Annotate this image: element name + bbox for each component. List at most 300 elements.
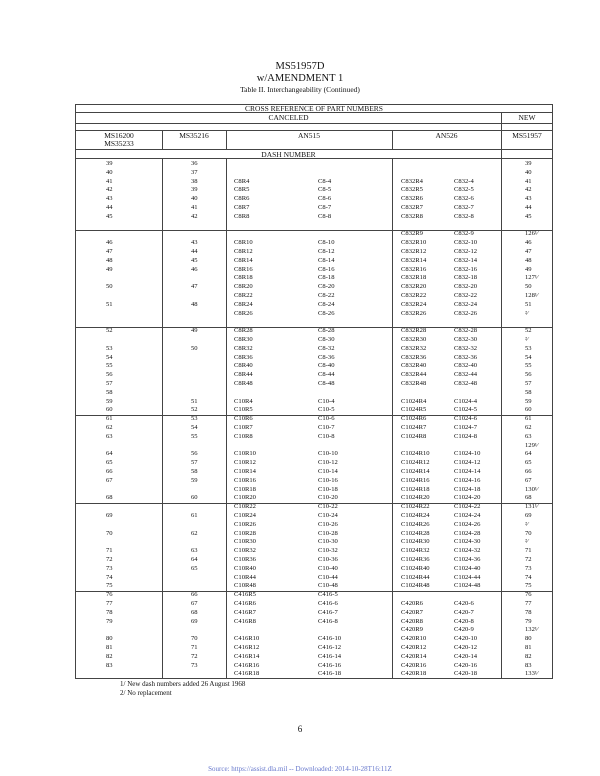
ms16200-cell: 41 [106, 177, 113, 185]
table-row [76, 486, 552, 494]
ms16200-cell: 69 [106, 512, 113, 519]
an526-cell: C1024-6 [454, 415, 478, 423]
ms51957-cell: 69 [525, 512, 532, 519]
an526-r-cell: C832R8 [401, 212, 423, 220]
table-row [76, 327, 552, 335]
ms51957-cell: 77 [525, 600, 532, 607]
an526-header: AN526 [435, 131, 458, 140]
an515-cell: C416-14 [318, 652, 342, 660]
ms16200-cell: 52 [106, 327, 113, 335]
an515-cell: C10-4 [318, 397, 335, 405]
table-row [76, 442, 552, 450]
an515-cell: C10-36 [318, 556, 338, 563]
ms16200-cell: 73 [106, 564, 113, 572]
ms35216-cell: 64 [191, 556, 198, 563]
an515-cell: C8-14 [318, 256, 335, 264]
an515-r-cell: C8R20 [234, 283, 253, 291]
ms51957-cell: 65 [525, 459, 532, 467]
an526-r-cell: C420R12 [401, 644, 427, 651]
an515-r-cell: C8R40 [234, 362, 253, 370]
an515-cell: C416-18 [318, 670, 342, 678]
an526-r-cell: C1024R22 [401, 503, 430, 511]
an526-r-cell: C832R32 [401, 344, 427, 352]
ms16200-cell: 72 [106, 556, 113, 563]
an515-cell: C10-22 [318, 503, 338, 511]
ms16200-cell: 76 [106, 591, 113, 599]
an515-r-cell: C10R26 [234, 520, 256, 528]
table-row [76, 204, 552, 212]
ms35216-cell: 40 [191, 195, 198, 203]
an515-r-cell: C8R24 [234, 300, 253, 308]
ms16200-cell: 54 [106, 353, 113, 361]
table-row [76, 178, 552, 186]
ms35216-cell: 73 [191, 661, 198, 669]
ms16200-cell: 79 [106, 617, 113, 625]
an526-cell: C832-24 [454, 300, 478, 308]
an526-cell: C1024-32 [454, 547, 481, 555]
an526-cell: C832-12 [454, 248, 478, 255]
an515-cell: C10-14 [318, 468, 338, 475]
table-row [76, 389, 552, 397]
an515-r-cell: C416R5 [234, 591, 256, 599]
ms51957-cell: 63 [525, 432, 532, 440]
an515-r-cell: C416R7 [234, 608, 256, 616]
an515-cell: C8-8 [318, 212, 332, 220]
table-row [76, 230, 552, 238]
ms51957-cell: 46 [525, 239, 532, 247]
an515-cell: C8-16 [318, 265, 335, 273]
an526-cell: C1024-16 [454, 476, 481, 484]
table-row [76, 450, 552, 458]
ms35216-cell: 47 [191, 283, 198, 291]
an515-cell: C10-6 [318, 415, 335, 423]
an515-cell: C10-12 [318, 459, 338, 467]
an526-r-cell: C832R40 [401, 362, 427, 370]
ms35216-cell: 61 [191, 512, 198, 519]
an526-r-cell: C420R8 [401, 617, 423, 625]
ms51957-cell: 54 [525, 353, 532, 361]
dash-number-header: DASH NUMBER [261, 150, 316, 159]
ms16200-cell: 59 [106, 397, 113, 405]
an515-r-cell: C8R5 [234, 186, 250, 194]
an515-r-cell: C10R28 [234, 529, 256, 537]
table-row [76, 609, 552, 617]
an526-cell: C832-22 [454, 292, 478, 299]
an526-cell: C832-6 [454, 195, 474, 203]
ms16200-cell: 58 [106, 388, 113, 396]
ms51957-cell: 60 [525, 406, 532, 414]
ms51957-cell: 39 [525, 160, 532, 167]
an526-r-cell: C420R9 [401, 626, 423, 634]
an526-r-cell: C832R36 [401, 353, 427, 361]
an526-r-cell: C832R26 [401, 309, 427, 317]
an515-cell: C8-40 [318, 362, 335, 370]
an526-cell: C1024-44 [454, 573, 481, 581]
an515-r-cell: C8R7 [234, 204, 250, 211]
an515-cell: C10-28 [318, 529, 338, 537]
an515-cell: C8-28 [318, 327, 335, 335]
ms51957-cell: 74 [525, 573, 532, 581]
ms16200-header: MS16200 [104, 131, 134, 140]
an515-r-cell: C10R7 [234, 424, 253, 431]
an526-r-cell: C832R44 [401, 371, 427, 379]
table-row [76, 169, 552, 177]
table-title: CROSS REFERENCE OF PART NUMBERS [245, 104, 383, 113]
an526-cell: C1024-40 [454, 564, 481, 572]
an526-cell: C832-16 [454, 265, 478, 273]
ms35216-cell: 66 [191, 591, 198, 599]
ms51957-cell: ²⁄ [525, 538, 529, 546]
ms51957-cell: 53 [525, 344, 532, 352]
an526-r-cell: C1024R10 [401, 450, 430, 458]
ms35216-cell: 46 [191, 265, 198, 273]
ms16200-cell: 39 [106, 160, 113, 167]
rule [76, 123, 552, 124]
ms16200-cell: 55 [106, 362, 113, 370]
ms16200-cell: 64 [106, 450, 113, 458]
table-row [76, 477, 552, 485]
table-row [76, 195, 552, 203]
an526-cell: C1024-28 [454, 529, 481, 537]
table-row [76, 415, 552, 423]
table-row [76, 292, 552, 300]
table-row [76, 635, 552, 643]
canceled-header: CANCELED [268, 113, 309, 122]
ms16200-cell: 80 [106, 635, 113, 643]
ms51957-cell: 56 [525, 371, 532, 379]
an515-cell: C10-32 [318, 547, 338, 555]
ms16200-cell: 46 [106, 239, 113, 247]
ms16200-cell: 71 [106, 547, 113, 555]
an515-r-cell: C416R12 [234, 644, 260, 651]
ms35216-cell: 68 [191, 608, 198, 616]
ms35216-cell: 53 [191, 415, 198, 423]
an515-cell: C416-5 [318, 591, 338, 599]
an515-cell: C10-44 [318, 573, 338, 581]
ms16200-cell: 45 [106, 212, 113, 220]
table-row [76, 591, 552, 599]
ms51957-cell: 130¹⁄ [525, 485, 538, 493]
ms35216-cell: 39 [191, 186, 198, 194]
an515-cell: C10-20 [318, 494, 338, 502]
an515-cell: C8-10 [318, 239, 335, 247]
an526-r-cell: C420R14 [401, 652, 427, 660]
an515-r-cell: C8R36 [234, 353, 253, 361]
ms16200-cell: 56 [106, 371, 113, 379]
table-row [76, 257, 552, 265]
table-row [76, 512, 552, 520]
ms35216-header: MS35216 [179, 131, 209, 140]
an526-r-cell: C832R14 [401, 256, 427, 264]
an515-r-cell: C10R16 [234, 476, 256, 484]
an515-cell: C8-32 [318, 344, 335, 352]
an515-r-cell: C10R6 [234, 415, 253, 423]
an526-cell: C832-44 [454, 371, 478, 379]
table-row [76, 310, 552, 318]
an526-cell: C1024-14 [454, 468, 481, 475]
ms51957-cell: 132¹⁄ [525, 626, 538, 634]
table-row [76, 301, 552, 309]
an526-cell: C1024-48 [454, 582, 481, 590]
ms16200-cell: 43 [106, 195, 113, 203]
table-row [76, 653, 552, 661]
table-row [76, 266, 552, 274]
page-number: 6 [297, 724, 303, 734]
table-row [76, 248, 552, 256]
ms16200-cell: 40 [106, 168, 113, 176]
ms16200-cell: 78 [106, 608, 113, 616]
an526-r-cell: C832R9 [401, 230, 423, 238]
ms51957-cell: ²⁄ [525, 309, 529, 317]
table-row [76, 406, 552, 414]
ms51957-cell: ²⁄ [525, 520, 529, 528]
an526-r-cell: C1024R36 [401, 556, 430, 563]
an526-cell: C832-9 [454, 230, 474, 238]
an526-r-cell: C832R48 [401, 380, 427, 387]
ms35216-cell: 70 [191, 635, 198, 643]
ms35216-cell: 57 [191, 459, 198, 467]
table-row [76, 274, 552, 282]
an526-cell: C420-16 [454, 661, 478, 669]
an515-r-cell: C8R12 [234, 248, 253, 255]
table-row [76, 670, 552, 678]
ms35216-cell: 41 [191, 204, 198, 211]
an526-r-cell: C832R30 [401, 336, 427, 343]
an526-r-cell: C420R18 [401, 670, 427, 678]
table-row [76, 494, 552, 502]
an526-cell: C832-48 [454, 380, 478, 387]
ms35216-cell: 55 [191, 432, 198, 440]
ms16200-cell: 66 [106, 468, 113, 475]
an515-r-cell: C10R30 [234, 538, 256, 546]
an515-r-cell: C8R18 [234, 274, 253, 282]
an515-cell: C10-26 [318, 520, 338, 528]
an526-cell: C1024-10 [454, 450, 481, 458]
an515-r-cell: C8R4 [234, 177, 250, 185]
footnote-2: 2/ No replacement [120, 689, 172, 697]
ms51957-cell: 51 [525, 300, 532, 308]
an515-cell: C10-18 [318, 485, 338, 493]
ms51957-cell: 81 [525, 644, 532, 651]
an515-r-cell: C8R14 [234, 256, 253, 264]
ms35216-cell: 72 [191, 652, 198, 660]
an515-cell: C8-44 [318, 371, 335, 379]
ms51957-cell: 50 [525, 283, 532, 291]
an526-r-cell: C1024R5 [401, 406, 427, 414]
an526-r-cell: C832R10 [401, 239, 427, 247]
ms16200-cell: 70 [106, 529, 113, 537]
ms16200-cell: 61 [106, 415, 113, 423]
an526-r-cell: C1024R28 [401, 529, 430, 537]
an526-r-cell: C832R7 [401, 204, 423, 211]
an515-r-cell: C10R10 [234, 450, 256, 458]
an526-r-cell: C1024R26 [401, 520, 430, 528]
ms35216-cell: 56 [191, 450, 198, 458]
ms51957-cell: 52 [525, 327, 532, 335]
ms16200-cell: 53 [106, 344, 113, 352]
ms35216-cell: 63 [191, 547, 198, 555]
an515-cell: C8-12 [318, 248, 335, 255]
an515-r-cell: C416R6 [234, 600, 256, 607]
ms51957-cell: 80 [525, 635, 532, 643]
ms16200-cell: 74 [106, 573, 113, 581]
ms16200-cell: 60 [106, 406, 113, 414]
an526-cell: C1024-24 [454, 512, 481, 519]
ms16200-cell: 75 [106, 582, 113, 590]
table-row [76, 538, 552, 546]
ms35216-cell: 49 [191, 327, 198, 335]
ms35216-cell: 37 [191, 168, 198, 176]
an526-r-cell: C1024R4 [401, 397, 427, 405]
an526-cell: C1024-4 [454, 397, 478, 405]
ms51957-cell: 62 [525, 424, 532, 431]
ms51957-cell: 79 [525, 617, 532, 625]
table-row [76, 213, 552, 221]
ms35216-cell: 50 [191, 344, 198, 352]
an515-header: AN515 [297, 131, 321, 140]
an526-cell: C832-14 [454, 256, 478, 264]
an526-r-cell: C832R20 [401, 283, 427, 291]
an515-cell: C416-8 [318, 617, 338, 625]
an515-cell: C416-16 [318, 661, 342, 669]
an515-r-cell: C10R14 [234, 468, 256, 475]
an526-cell: C832-26 [454, 309, 478, 317]
ms35216-cell: 51 [191, 397, 198, 405]
ms51957-header: MS51957 [512, 131, 542, 140]
an515-cell: C8-5 [318, 186, 332, 194]
an526-r-cell: C1024R7 [401, 424, 427, 431]
an515-r-cell: C416R14 [234, 652, 260, 660]
table-row [76, 283, 552, 291]
table-row [76, 362, 552, 370]
an515-r-cell: C10R5 [234, 406, 253, 414]
an515-cell: C8-22 [318, 292, 335, 299]
an526-cell: C832-10 [454, 239, 478, 247]
table-row [76, 336, 552, 344]
table-row [76, 626, 552, 634]
an515-cell: C10-8 [318, 432, 335, 440]
ms51957-cell: 64 [525, 450, 532, 458]
an515-r-cell: C10R48 [234, 582, 256, 590]
an515-cell: C8-6 [318, 195, 332, 203]
table-row [76, 380, 552, 388]
an526-r-cell: C1024R12 [401, 459, 430, 467]
an526-cell: C420-8 [454, 617, 474, 625]
ms16200-cell: 49 [106, 265, 113, 273]
table-caption: Table II. Interchangeability (Continued) [240, 85, 360, 94]
an526-cell: C832-18 [454, 274, 478, 282]
ms51957-cell: 76 [525, 591, 532, 599]
ms16200-cell: 67 [106, 476, 113, 484]
ms16200-cell: 62 [106, 424, 113, 431]
table-row [76, 582, 552, 590]
an526-cell: C1024-36 [454, 556, 481, 563]
ms51957-cell: 127¹⁄ [525, 274, 538, 282]
ms35233-header: MS35233 [104, 139, 134, 148]
table-row [76, 503, 552, 511]
an526-cell: C1024-12 [454, 459, 481, 467]
ms35216-cell: 69 [191, 617, 198, 625]
ms35216-cell: 43 [191, 239, 198, 247]
an526-r-cell: C1024R40 [401, 564, 430, 572]
an526-cell: C832-40 [454, 362, 478, 370]
ms51957-cell: 40 [525, 168, 532, 176]
an515-r-cell: C8R8 [234, 212, 250, 220]
an526-cell: C832-8 [454, 212, 474, 220]
an526-r-cell: C1024R8 [401, 432, 427, 440]
an515-cell: C8-18 [318, 274, 335, 282]
ms51957-cell: 73 [525, 564, 532, 572]
an515-cell: C10-5 [318, 406, 335, 414]
an526-cell: C832-30 [454, 336, 478, 343]
an515-cell: C10-7 [318, 424, 335, 431]
an515-cell: C10-24 [318, 512, 338, 519]
an526-r-cell: C832R6 [401, 195, 423, 203]
ms51957-cell: 71 [525, 547, 532, 555]
an515-r-cell: C8R26 [234, 309, 253, 317]
ms16200-cell: 42 [106, 186, 113, 194]
an526-cell: C420-6 [454, 600, 474, 607]
an526-r-cell: C832R12 [401, 248, 427, 255]
ms16200-cell: 63 [106, 432, 113, 440]
ms16200-cell: 68 [106, 494, 113, 502]
ms51957-cell: 42 [525, 186, 532, 194]
an515-r-cell: C10R32 [234, 547, 256, 555]
an526-cell: C1024-30 [454, 538, 481, 546]
ms16200-cell: 47 [106, 248, 113, 255]
an526-r-cell: C1024R20 [401, 494, 430, 502]
an515-cell: C8-30 [318, 336, 335, 343]
table-row [76, 433, 552, 441]
an515-r-cell: C8R28 [234, 327, 253, 335]
an526-cell: C420-9 [454, 626, 474, 634]
an515-r-cell: C10R12 [234, 459, 256, 467]
ms51957-cell: 58 [525, 388, 532, 396]
ms35216-cell: 48 [191, 300, 198, 308]
ms35216-cell: 71 [191, 644, 198, 651]
an515-cell: C416-6 [318, 600, 338, 607]
an526-cell: C832-32 [454, 344, 478, 352]
ms51957-cell: 44 [525, 204, 532, 211]
an515-cell: C10-30 [318, 538, 338, 546]
ms51957-cell: 49 [525, 265, 532, 273]
an515-r-cell: C416R10 [234, 635, 260, 643]
table-row [76, 662, 552, 670]
an526-r-cell: C1024R32 [401, 547, 430, 555]
an526-cell: C420-14 [454, 652, 478, 660]
ms51957-cell: 128¹⁄ [525, 292, 538, 299]
ms51957-cell: 126¹⁄ [525, 230, 538, 238]
an526-cell: C1024-22 [454, 503, 481, 511]
table-row [76, 644, 552, 652]
table-row [76, 530, 552, 538]
an526-r-cell: C832R16 [401, 265, 427, 273]
an515-r-cell: C10R44 [234, 573, 256, 581]
ms16200-cell: 82 [106, 652, 113, 660]
an515-r-cell: C8R10 [234, 239, 253, 247]
ms35216-cell: 45 [191, 256, 198, 264]
ms51957-cell: 57 [525, 380, 532, 387]
table-row [76, 160, 552, 168]
ms16200-cell: 77 [106, 600, 113, 607]
an515-r-cell: C8R6 [234, 195, 250, 203]
an515-r-cell: C8R16 [234, 265, 253, 273]
an515-r-cell: C10R4 [234, 397, 253, 405]
an526-r-cell: C420R16 [401, 661, 427, 669]
an515-r-cell: C10R20 [234, 494, 256, 502]
footnote-1: 1/ New dash numbers added 26 August 1968 [120, 680, 246, 688]
an515-cell: C416-7 [318, 608, 338, 616]
